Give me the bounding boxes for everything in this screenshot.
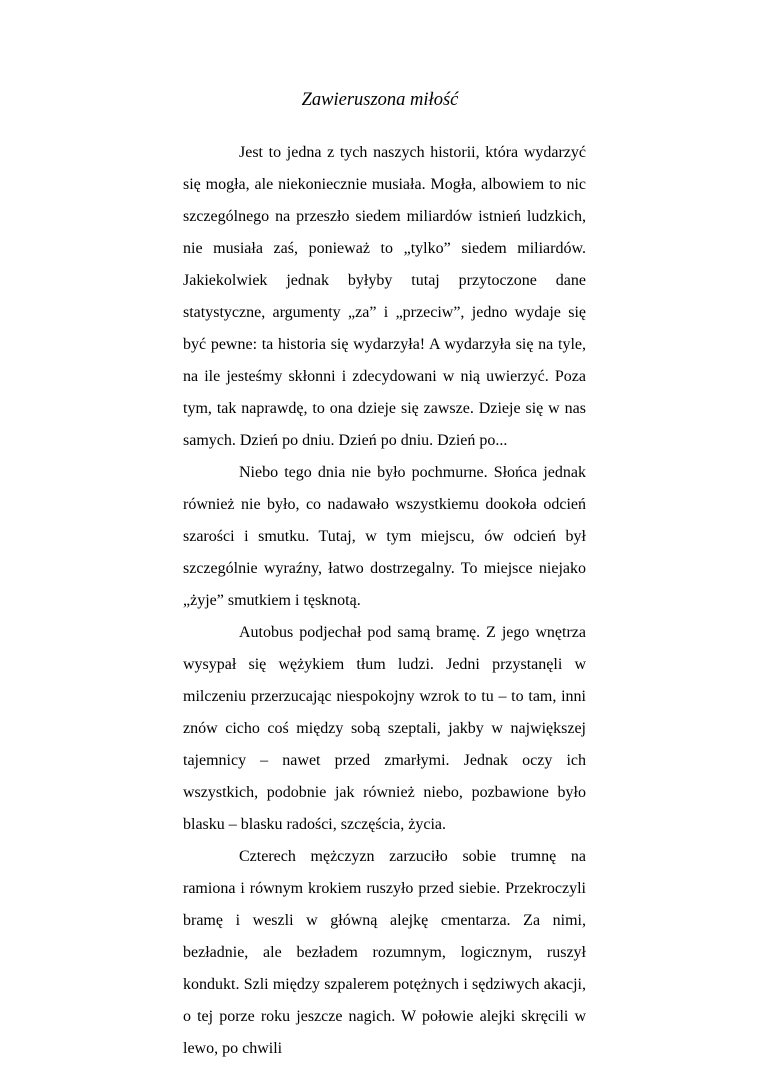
paragraph-2: Niebo tego dnia nie było pochmurne. Słońca jednak również nie było, co nadawało wszystkiemu dookoła odcień szarości i smutku. Tutaj, w tym miejscu, ów odcień był szczególnie wyraźny, łatwo dostrzegalny. To miejsce niejako „żyje” smutkiem i tęsknotą. (183, 464, 586, 609)
document-title (0, 88, 768, 112)
paragraph-3: Autobus podjechał pod samą bramę. Z jego wnętrza wysypał się wężykiem tłum ludzi. Jedni przystanęli w milczeniu przerzucając niespokojny wzrok to tu – to tam, inni znów cicho coś między sobą szeptali, jakby w największej tajemnicy – nawet przed zmarłymi. Jednak oczy ich wszystkich, podobnie jak również niebo, pozbawione było blasku – blasku radości, szczęścia, życia. (183, 624, 586, 833)
paragraph-4: Czterech mężczyzn zarzuciło sobie trumnę na ramiona i równym krokiem ruszyło przed siebie. Przekroczyli bramę i weszli w główną alejkę cmentarza. Za nimi, bezładnie, ale bezładem rozumnym, logicznym, ruszył kondukt. Szli między szpalerem potężnych i sędziwych akacji, o tej porze roku jeszcze nagich. W połowie alejki skręcili w lewo, po chwili (183, 848, 586, 1057)
document-body (183, 137, 586, 1065)
document-title-text: Zawieruszona miłość (301, 90, 459, 110)
paragraph-1: Jest to jedna z tych naszych historii, która wydarzyć się mogła, ale niekoniecznie musiała. Mogła, albowiem to nic szczególnego na przeszło siedem miliardów istnień ludzkich, nie musiała zaś, ponieważ to „tylko” siedem miliardów. Jakiekolwiek jednak byłyby tutaj przytoczone dane statystyczne, argumenty „za” i „przeciw”, jedno wydaje się być pewne: ta historia się wydarzyła! A wydarzyła się na tyle, na ile jesteśmy skłonni i zdecydowani w nią uwierzyć. Poza tym, tak naprawdę, to ona dzieje się zawsze. Dzieje się w nas samych. Dzień po dniu. Dzień po dniu. Dzień po... (183, 144, 586, 449)
